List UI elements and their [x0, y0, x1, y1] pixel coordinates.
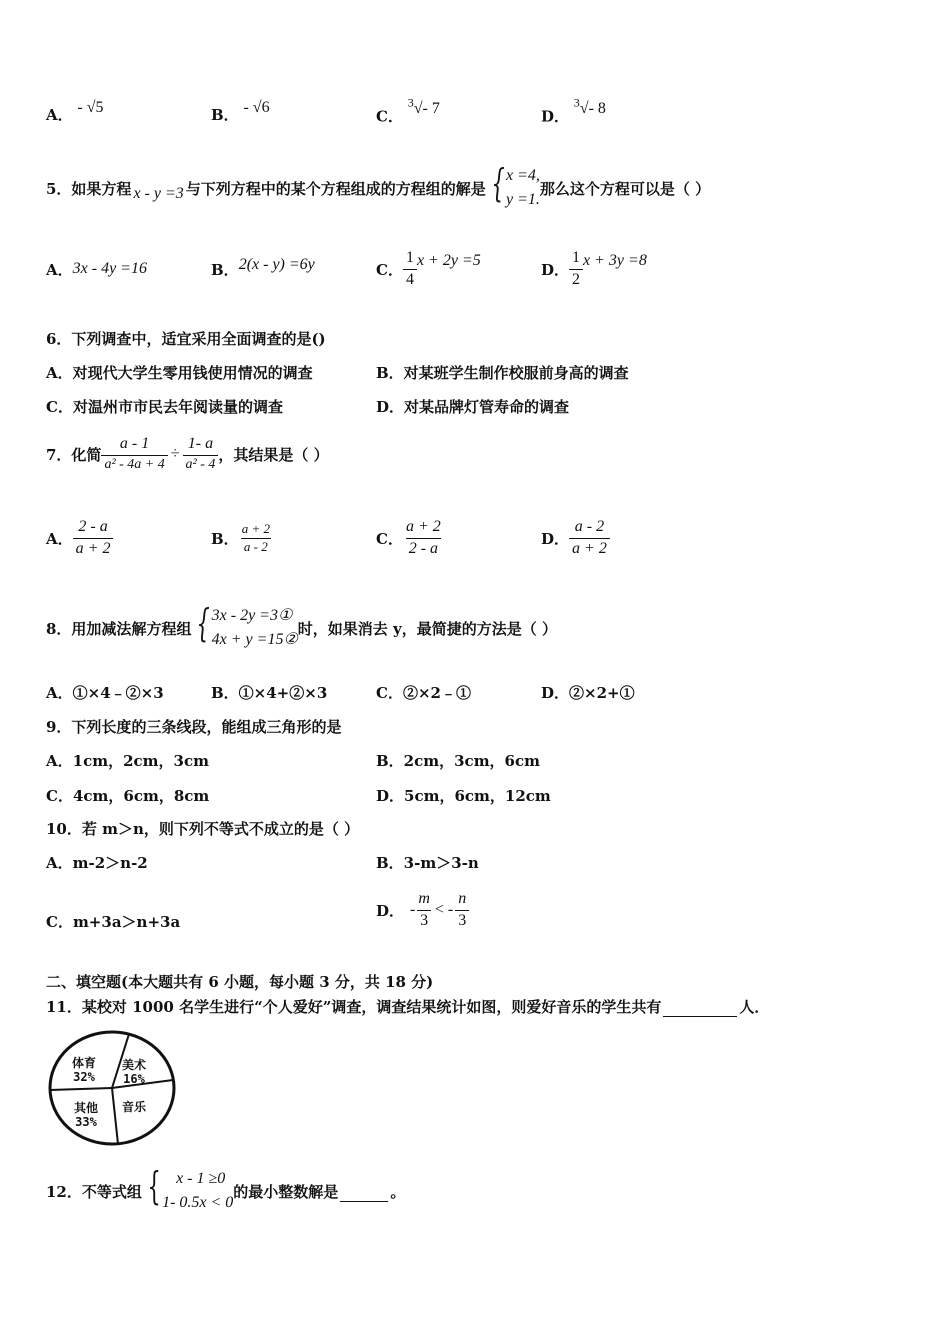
q10-stem: 10．若 m＞n，则下列不等式不成立的是（ ） — [46, 820, 360, 838]
q4-d-root-index: 3 — [573, 96, 580, 110]
q4-b-expr: - √6 — [243, 99, 270, 116]
q12-inequality-system: { x - 1 ≥0 1- 0.5x < 0 — [147, 1164, 234, 1211]
q9-option-d: D．5cm，6cm，12cm — [376, 787, 551, 805]
q10-option-d: D． - $\frac{m}{3}$ < - $\frac{n}{3}$ — [376, 886, 469, 934]
q11-pie-chart — [46, 1028, 178, 1148]
q5-option-d: D． $\frac{1}{2}$ x + 3y =8 — [541, 249, 647, 288]
q5-stem: 5．如果方程 x - y =3 与下列方程中的某个方程组成的方程组的解是 { x =4, y =1. 那么这个方程可以是（ ） — [46, 160, 710, 216]
q8-option-c: C．②×2﹣① — [376, 684, 471, 702]
q4-option-a: A． - √5 — [46, 99, 104, 124]
q5-option-c: C． $\frac{1}{4}$ x + 2y =5 — [376, 249, 481, 288]
q7-fraction-1: $\frac{a - 1}{\text{a² - 4a + 4}}$ — [101, 435, 167, 472]
q8-option-d: D．②×2+① — [541, 684, 635, 702]
q6-stem: 6．下列调查中，适宜采用全面调查的是() — [46, 330, 326, 348]
q9-option-b: B．2cm，3cm，6cm — [376, 752, 541, 770]
q5-c-fraction: $\frac{1}{4}$ — [403, 249, 417, 289]
q7-option-a: A． $\frac{2 - a}{a + 2}$ — [46, 513, 113, 563]
q7-stem: 7．化简 $\frac{a - 1}{\text{a² - 4a + 4}}$ ÷ $\frac{1- a}{\text{a² - 4}}$ ，其结果是（ ） — [46, 435, 329, 472]
q10-option-c: C．m+3a＞n+3a — [46, 913, 181, 931]
q12-answer-blank[interactable] — [340, 1187, 388, 1202]
q9-option-a: A．1cm，2cm，3cm — [46, 752, 209, 770]
q11-stem: 11．某校对 1000 名学生进行“个人爱好”调查，调查结果统计如图，则爱好音乐的学生共有 人． — [46, 998, 770, 1016]
q8-option-a: A．①×4﹣②×3 — [46, 684, 164, 702]
q4-c-expr: √- 7 — [413, 100, 440, 118]
q8-option-b: B．①×4+②×3 — [211, 684, 328, 702]
q4-a-expr: - √5 — [77, 99, 104, 116]
q9-stem: 9．下列长度的三条线段，能组成三角形的是 — [46, 718, 342, 736]
q6-option-b: B．对某班学生制作校服前身高的调查 — [376, 364, 629, 382]
q5-option-b: B． 2(x - y) =6y — [211, 256, 315, 279]
q5-equation: x - y =3 — [133, 185, 184, 202]
q7-fraction-2: $\frac{1- a}{\text{a² - 4}}$ — [183, 435, 219, 472]
pie-slice-sports: 体育 32% — [72, 1056, 97, 1085]
pie-slice-other: 其他 33% — [74, 1101, 99, 1130]
q5-d-fraction: $\frac{1}{2}$ — [569, 249, 583, 289]
pie-slice-art: 美术 16% — [122, 1058, 147, 1087]
q10-option-a: A．m-2＞n-2 — [46, 854, 148, 872]
q5-option-a: A． 3x - 4y =16 — [46, 260, 147, 279]
q6-option-d: D．对某品牌灯管寿命的调查 — [376, 398, 570, 416]
section-2-title: 二、填空题(本大题共有 6 小题，每小题 3 分，共 18 分) — [46, 973, 434, 991]
q4-option-d: D． $^3$√- 8 — [541, 96, 606, 126]
q9-option-c: C．4cm，6cm，8cm — [46, 787, 210, 805]
q6-option-c: C．对温州市市民去年阅读量的调查 — [46, 398, 283, 416]
pie-chart-svg — [46, 1028, 178, 1148]
q7-option-b: B． $\frac{a + 2}{a - 2}$ — [211, 520, 270, 554]
q8-equation-system: { 3x - 2y =3① 4x + y =15② — [196, 601, 298, 648]
q7-option-d: D． $\frac{a - 2}{a + 2}$ — [541, 513, 610, 563]
q11-answer-blank[interactable] — [663, 1002, 737, 1017]
pie-divider-music-other — [112, 1088, 118, 1144]
q8-stem: 8．用加减法解方程组 { 3x - 2y =3① 4x + y =15② 时，如果消去 y，最简捷的方法是（ ） — [46, 597, 557, 659]
q10-option-b: B．3-m＞3-n — [376, 854, 479, 872]
q4-c-root-index: 3 — [407, 96, 414, 110]
pie-divider-sports-other — [50, 1088, 112, 1090]
q5-solution-system: { x =4, y =1. — [491, 161, 540, 208]
q4-option-b: B． - √6 — [211, 99, 270, 124]
q4-d-expr: √- 8 — [579, 100, 606, 118]
q7-option-c: C． $\frac{a + 2}{2 - a}$ — [376, 518, 441, 557]
q12-stem: 12．不等式组 { x - 1 ≥0 1- 0.5x < 0 的最小整数解是 。 — [46, 1160, 405, 1222]
pie-slice-music: 音乐 — [122, 1100, 147, 1114]
q4-option-c: C． $^3$√- 7 — [376, 96, 440, 126]
q6-option-a: A．对现代大学生零用钱使用情况的调查 — [46, 364, 313, 382]
